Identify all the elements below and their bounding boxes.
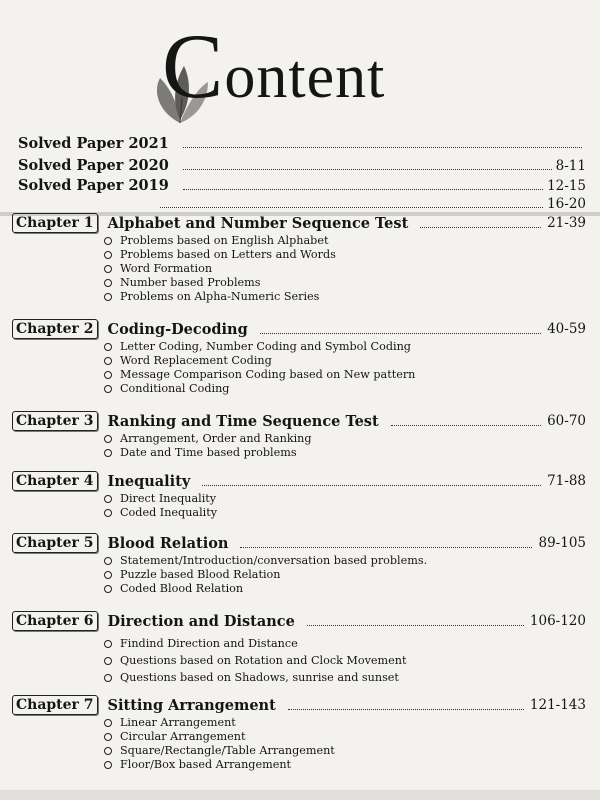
topic-item [104, 340, 586, 354]
chapter-badge: Chapter 4 [12, 471, 98, 491]
bullet-circle-icon [104, 435, 112, 443]
chapter-title[interactable]: Inequality [107, 472, 191, 490]
leader-dots [202, 484, 541, 486]
leader-dots [183, 168, 552, 170]
solved-paper-row[interactable] [160, 192, 586, 212]
solved-paper-label: Solved Paper 2021 [18, 135, 169, 152]
topic-text: Number based Problems [120, 276, 261, 289]
topic-text: Conditional Coding [120, 382, 230, 395]
topic-text: Message Comparison Coding based on New pattern [120, 368, 416, 381]
chapter-pages: 71-88 [547, 473, 586, 489]
chapter-entry[interactable] [12, 212, 586, 304]
topic-list [12, 636, 586, 686]
chapter-entry[interactable] [12, 410, 586, 460]
chapter-pages: 89-105 [538, 535, 586, 551]
topic-item [104, 432, 586, 446]
topic-item [104, 730, 586, 744]
bullet-circle-icon [104, 237, 112, 245]
leader-dots [160, 206, 543, 208]
page-title [162, 16, 385, 127]
bullet-circle-icon [104, 293, 112, 301]
chapter-badge: Chapter 6 [12, 611, 98, 631]
bullet-circle-icon [104, 747, 112, 755]
chapter-title[interactable]: Coding-Decoding [107, 320, 248, 338]
topic-item [104, 568, 586, 582]
bullet-circle-icon [104, 571, 112, 579]
bullet-circle-icon [104, 585, 112, 593]
topic-item [104, 248, 586, 262]
chapter-entry[interactable] [12, 610, 586, 686]
bullet-circle-icon [104, 719, 112, 727]
bullet-circle-icon [104, 733, 112, 741]
chapter-badge: Chapter 5 [12, 533, 98, 553]
topic-text: Puzzle based Blood Relation [120, 568, 281, 581]
chapter-title[interactable]: Ranking and Time Sequence Test [107, 412, 379, 430]
leader-dots [183, 188, 543, 190]
page-range: 8-11 [555, 158, 586, 174]
topic-text: Circular Arrangement [120, 730, 246, 743]
topic-item [104, 290, 586, 304]
leader-dots [240, 546, 532, 548]
topic-text: Letter Coding, Number Coding and Symbol Coding [120, 340, 411, 353]
page-edge [0, 790, 600, 800]
bullet-circle-icon [104, 640, 112, 648]
chapter-pages: 21-39 [547, 215, 586, 231]
topic-text: Problems based on Letters and Words [120, 248, 336, 261]
topic-item [104, 744, 586, 758]
bullet-circle-icon [104, 357, 112, 365]
topic-text: Statement/Introduction/conversation based problems. [120, 554, 428, 567]
bullet-circle-icon [104, 279, 112, 287]
bullet-circle-icon [104, 495, 112, 503]
bullet-circle-icon [104, 265, 112, 273]
chapter-title[interactable]: Blood Relation [107, 534, 229, 552]
leader-dots [288, 708, 524, 710]
topic-list [12, 554, 586, 596]
topic-item [104, 446, 586, 460]
bullet-circle-icon [104, 371, 112, 379]
chapter-entry[interactable] [12, 694, 586, 772]
topic-text: Coded Inequality [120, 506, 218, 519]
topic-text: Word Formation [120, 262, 213, 275]
topic-item [104, 652, 586, 669]
topic-text: Questions based on Rotation and Clock Movement [120, 654, 407, 667]
topic-text: Questions based on Shadows, sunrise and sunset [120, 671, 399, 684]
leader-dots [391, 424, 541, 426]
bullet-circle-icon [104, 509, 112, 517]
chapter-entry[interactable] [12, 470, 586, 520]
chapter-title[interactable]: Direction and Distance [107, 612, 295, 630]
topic-item [104, 382, 586, 396]
topic-text: Coded Blood Relation [120, 582, 244, 595]
topic-item [104, 716, 586, 730]
solved-paper-row[interactable] [18, 132, 586, 152]
chapter-pages: 60-70 [547, 413, 586, 429]
bullet-circle-icon [104, 657, 112, 665]
bullet-circle-icon [104, 557, 112, 565]
chapter-badge: Chapter 7 [12, 695, 98, 715]
topic-item [104, 582, 586, 596]
topic-text: Floor/Box based Arrangement [120, 758, 292, 771]
leader-dots [260, 332, 541, 334]
topic-item [104, 554, 586, 568]
topic-text: Square/Rectangle/Table Arrangement [120, 744, 335, 757]
bullet-circle-icon [104, 385, 112, 393]
chapter-badge: Chapter 3 [12, 411, 98, 431]
chapter-title[interactable]: Sitting Arrangement [107, 696, 276, 714]
bullet-circle-icon [104, 761, 112, 769]
topic-text: Arrangement, Order and Ranking [120, 432, 312, 445]
solved-paper-label: Solved Paper 2019 [18, 177, 169, 194]
topic-list [12, 492, 586, 520]
chapter-pages: 106-120 [529, 613, 586, 629]
topic-item [104, 262, 586, 276]
chapter-pages: 40-59 [547, 321, 586, 337]
chapter-pages: 121-143 [529, 697, 586, 713]
topic-item [104, 492, 586, 506]
topic-list [12, 340, 586, 396]
topic-list [12, 432, 586, 460]
chapter-badge: Chapter 1 [12, 213, 98, 233]
chapter-entry[interactable] [12, 532, 586, 596]
topic-item [104, 368, 586, 382]
leader-dots [183, 146, 582, 148]
solved-paper-label: Solved Paper 2020 [18, 157, 169, 174]
chapter-badge: Chapter 2 [12, 319, 98, 339]
topic-text: Linear Arrangement [120, 716, 236, 729]
topic-item [104, 354, 586, 368]
topic-list [12, 234, 586, 304]
page-header [150, 15, 470, 118]
bullet-circle-icon [104, 674, 112, 682]
topic-text: Problems on Alpha-Numeric Series [120, 290, 320, 303]
topic-item [104, 669, 586, 686]
solved-paper-row[interactable] [18, 174, 586, 194]
topic-text: Problems based on English Alphabet [120, 234, 329, 247]
topic-item [104, 234, 586, 248]
topic-text: Date and Time based problems [120, 446, 297, 459]
bullet-circle-icon [104, 449, 112, 457]
bullet-circle-icon [104, 251, 112, 259]
topic-list [12, 716, 586, 772]
bullet-circle-icon [104, 343, 112, 351]
topic-text: Direct Inequality [120, 492, 217, 505]
topic-item [104, 636, 586, 652]
chapter-title[interactable]: Alphabet and Number Sequence Test [107, 214, 409, 232]
topic-text: Word Replacement Coding [120, 354, 272, 367]
leader-dots [307, 624, 524, 626]
solved-paper-row[interactable] [18, 154, 586, 174]
leader-dots [420, 226, 541, 228]
topic-text: Findind Direction and Distance [120, 637, 298, 650]
chapter-entry[interactable] [12, 318, 586, 396]
title-initial: C [162, 15, 225, 117]
topic-item [104, 506, 586, 520]
page-range: 12-15 [547, 178, 586, 194]
topic-item [104, 758, 586, 772]
page-range: 16-20 [547, 196, 586, 212]
title-rest: ontent [224, 43, 386, 111]
topic-item [104, 276, 586, 290]
